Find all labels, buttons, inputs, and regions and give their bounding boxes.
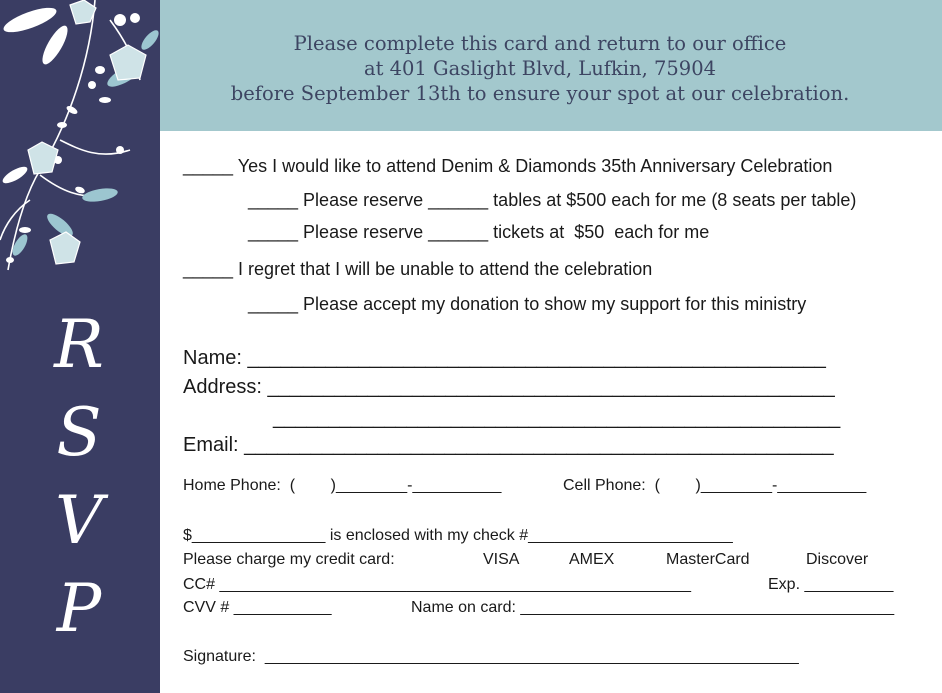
card-visa-option[interactable]: VISA [483,551,520,568]
card-amex-option[interactable]: AMEX [569,551,615,568]
donation-option[interactable]: _____ Please accept my donation to show my support for this ministry [248,294,807,314]
attend-option[interactable]: _____ Yes I would like to attend Denim & Diamonds 35th Anniversary Celebration [183,156,833,176]
rsvp-letter-s: S [56,394,104,471]
home-phone-field[interactable]: Home Phone: ( )________-__________ [183,477,502,494]
cvv-field[interactable]: CVV # ___________ [183,599,332,616]
rsvp-letter-v: V [55,482,105,559]
instructions-banner [160,0,942,131]
regret-option[interactable]: _____ I regret that I will be unable to attend the celebration [183,259,653,279]
rsvp-letter-r: R [54,306,106,383]
banner-line-1: Please complete this card and return to our office [293,32,787,55]
reserve-tables-option[interactable]: _____ Please reserve ______ tables at $500 each for me (8 seats per table) [248,190,857,210]
rsvp-sidebar [0,0,160,693]
check-amount-field[interactable]: $_______________ is enclosed with my check #_______________________ [183,527,733,544]
card-mastercard-option[interactable]: MasterCard [666,551,750,568]
reserve-tickets-option[interactable]: _____ Please reserve ______ tickets at $50 each for me [248,222,710,242]
address-field[interactable]: Address: ___________________________________________________ [183,376,835,398]
floral-decoration-icon [0,0,160,290]
cc-expiry-field[interactable]: Exp. __________ [768,576,894,593]
rsvp-letter-p: P [56,570,104,647]
banner-line-3: before September 13th to ensure your spot at our celebration. [230,82,850,105]
cc-number-field[interactable]: CC# _____________________________________________________ [183,576,692,593]
signature-field[interactable]: Signature: ____________________________________________________________ [183,648,799,665]
banner-line-2: at 401 Gaslight Blvd, Lufkin, 75904 [363,57,717,80]
card-discover-option[interactable]: Discover [806,551,869,568]
name-on-card-field[interactable]: Name on card: __________________________________________ [411,599,895,616]
address-line-2-field[interactable]: ___________________________________________________ [273,407,841,429]
charge-card-label: Please charge my credit card: [183,551,395,568]
email-field[interactable]: Email: _____________________________________________________ [183,434,834,456]
cell-phone-field[interactable]: Cell Phone: ( )________-__________ [563,477,867,494]
name-field[interactable]: Name: ____________________________________________________ [183,347,826,369]
